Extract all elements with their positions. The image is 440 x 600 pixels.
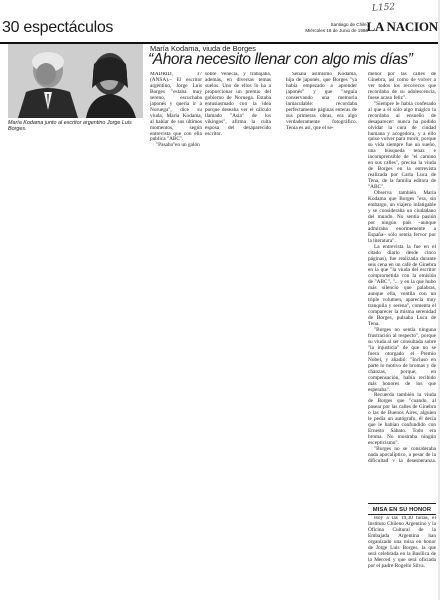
photo-image <box>8 44 143 118</box>
article-column-3 <box>286 72 357 164</box>
article-paragraph: Recuerda también la viuda de Borges que "cuando, al pasear por las calles de Ginebra o las de Buenos Aires, alguien le pedía un autógrafo, él decía que le habían confundido con Ernesto Sábato. Todo era broma. No mostraba ningún escepticismo". <box>368 392 436 447</box>
article-column-1 <box>150 72 202 164</box>
box-title: MISA EN SU HONOR <box>372 507 432 513</box>
article-paragraph: sobre Venecia, y trabajaba, además, en diversas temas suelos. Uno de ellos lo ha a proporcionar un premio del gobierno de Noruega. Estaba entusiasmado con la idea porque deseaba ver el cálculo llamado "Asia" de los vikingos", afirma la culta esposa del desaparecido escritor. <box>205 72 271 137</box>
article-paragraph: La entrevista la fue en el citado diario desde cinco páginas), fue realizada durante seis cena en un café de Ginebra en la que "la viuda del escritor comprometida con la emisión de "ABC", "... y en la que hubo más silencio que palabras, aunque ella, ventila con un triple volumen, aparecía muy tranquila y serena", comenta el comparecer la misma serenidad de Borges, pulsaba Luca de Tena. <box>368 243 436 328</box>
photo-caption: María Kodama junto al escritor argentino Jorge Luis Borges. <box>8 120 132 133</box>
article-kicker: María Kodama, viuda de Borges <box>150 44 256 53</box>
dateline-city: Santiago de Chile, <box>330 22 368 27</box>
box-top-rule <box>368 503 436 504</box>
article-paragraph: Señala asimismo Kodama, hija de japonés, que Borges "ya había empezado a aprender japonés" y que "seguía conservando una memoria inmaculable: recordaba perfectamente páginas enteras de sus primeras obras, era algo verdaderamente fotográfico. Tenía es así, que el se- <box>286 72 357 131</box>
article-paragraph: "Siempre le había confesado al que a él sólo algo mágico la recordaba al ensueño de desaparecer: nunca ha podido olvidar la cura de ciudad humana y acogedora, y a ello quiso volver para morir, porque su vida siempre fue un sueño, una búsqueda tenaz e incomprensible de "el camino en sus calles", precisa la viuda de Borges en la entrevista realizada por Carla Luca de Tena, de la familia editora de "ABC". <box>368 100 436 191</box>
box-title-rule <box>368 514 436 515</box>
article-paragraph: "Pasaba"en un galón <box>156 142 200 149</box>
article-paragraph: Observa también María Kodama que Borges "era, sin embargo, un viajero infatigable y se consideraba un ciudadano del mundo. No sentía pasión por ningún país –aunque admiraba enormemente a España– sólo sentía fervor por la literatura". <box>368 190 436 244</box>
dateline-date: Miércoles 18 de Junio de 1986 <box>305 27 368 33</box>
section-title: 30 espectáculos <box>2 19 114 36</box>
box-paragraph: Hoy a las 19,30 horas, el Instituto Chileno Argentino y la Oficina Cultural de la Embajada Argentina han organizado una misa en honor de Jorge Luis Borges, la que será celebrada en la Basílica de la Merced y que será oficiada por el padre Rogelio Silva. <box>368 516 436 569</box>
box-text <box>368 516 436 596</box>
article-column-4 <box>368 72 436 462</box>
article-column-2 <box>205 72 271 164</box>
article-photo <box>8 44 143 118</box>
article-paragraph: "Borges no sentía ninguna frustración al respecto", porque su viuda al ser consultada sobre "la injusticia" de que no se fuera otorgado el Premio Nobel, y añadió: "Incluso en parte lo motivo de bromas y de chanzas, porque, en compensación, había recibido más honores de los que esperaba". <box>368 326 436 393</box>
article-paragraph: menor por las calles de Ginebra, así como de volver a ver todos los recovecos que recordaba de su adolescencia, fuese acaso feliz". <box>368 72 436 101</box>
dateline <box>305 22 368 33</box>
article-headline: “Ahora necesito llenar con algo mis días” <box>148 51 413 68</box>
newspaper-name: LA NACION <box>366 19 438 34</box>
article-paragraph: "Borges no se consideraba nada apocalíptico, a pesar de la dificultad y la desesperanza. <box>368 446 436 462</box>
page-header <box>0 10 440 40</box>
article-paragraph: MADRID, 17 (ANSA).– El escritor argentino, Jorge Luis Borges "estaba muy sereno, escuchaba japonés y quería ir a Noruega", dice su viuda, María Kodama, al hablar de sus últimos momentos, según entrevista que con ella publica "ABC". <box>150 72 202 143</box>
archive-handwritten-mark: L152 <box>371 2 396 14</box>
